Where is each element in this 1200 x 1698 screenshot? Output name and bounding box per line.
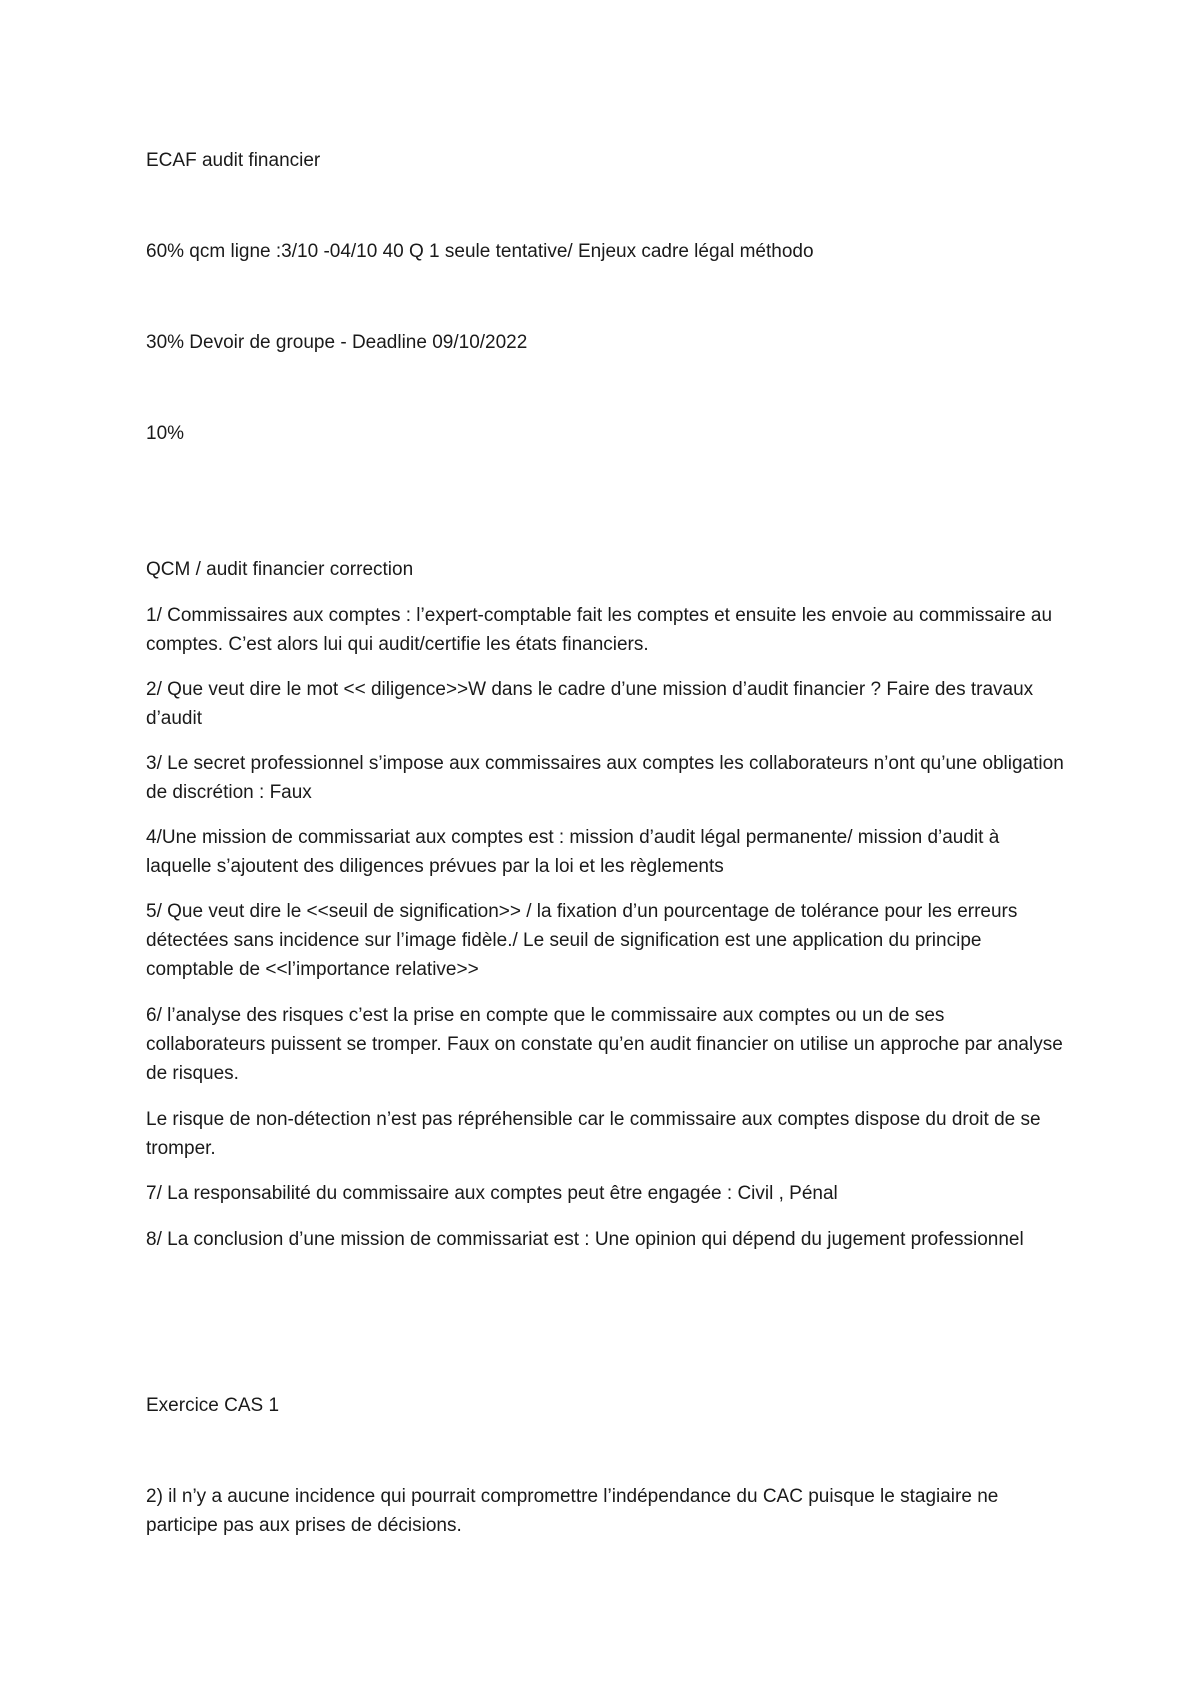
grading-line-remaining: 10% — [146, 423, 185, 444]
grading-line-group-work: 30% Devoir de groupe - Deadline 09/10/2022 — [146, 332, 528, 353]
qcm-item-4: 4/Une mission de commissariat aux comptes est : mission d’audit légal permanente/ mission d’audit à laquelle s’ajoutent des diligences prévues par la loi et les règlements — [146, 827, 1000, 877]
qcm-heading: QCM / audit financier correction — [146, 559, 414, 580]
document-title: ECAF audit financier — [146, 150, 321, 171]
qcm-item-3: 3/ Le secret professionnel s’impose aux commissaires aux comptes les collaborateurs n’ont qu’une obligation de discrétion : Faux — [146, 753, 1064, 803]
qcm-item-5: 5/ Que veut dire le <<seuil de signification>> / la fixation d’un pourcentage de tolérance pour les erreurs détectées sans incidence sur l’image fidèle./ Le seuil de signification est une application du principe comptable de <<l’importance relative>> — [146, 901, 1018, 980]
qcm-note-non-detection: Le risque de non-détection n’est pas répréhensible car le commissaire aux comptes dispose du droit de se tromper. — [146, 1109, 1041, 1159]
exercise-answer-2: 2) il n’y a aucune incidence qui pourrait compromettre l’indépendance du CAC puisque le stagiaire ne participe pas aux prises de décisions. — [146, 1486, 999, 1536]
exercise-heading: Exercice CAS 1 — [146, 1395, 280, 1416]
qcm-item-6: 6/ l’analyse des risques c’est la prise en compte que le commissaire aux comptes ou un de ses collaborateurs puissent se tromper. Faux on constate qu’en audit financier on utilise un approche par analyse de risques. — [146, 1005, 1063, 1084]
qcm-item-8: 8/ La conclusion d’une mission de commissariat est : Une opinion qui dépend du jugement professionnel — [146, 1229, 1024, 1250]
qcm-item-7: 7/ La responsabilité du commissaire aux comptes peut être engagée : Civil , Pénal — [146, 1183, 838, 1204]
qcm-item-2: 2/ Que veut dire le mot << diligence>>W dans le cadre d’une mission d’audit financier ? Faire des travaux d’audit — [146, 679, 1034, 729]
grading-line-qcm: 60% qcm ligne :3/10 -04/10 40 Q 1 seule tentative/ Enjeux cadre légal méthodo — [146, 241, 814, 262]
qcm-item-1: 1/ Commissaires aux comptes : l’expert-comptable fait les comptes et ensuite les envoie au commissaire au comptes. C’est alors lui qui audit/certifie les états financiers. — [146, 605, 1053, 655]
